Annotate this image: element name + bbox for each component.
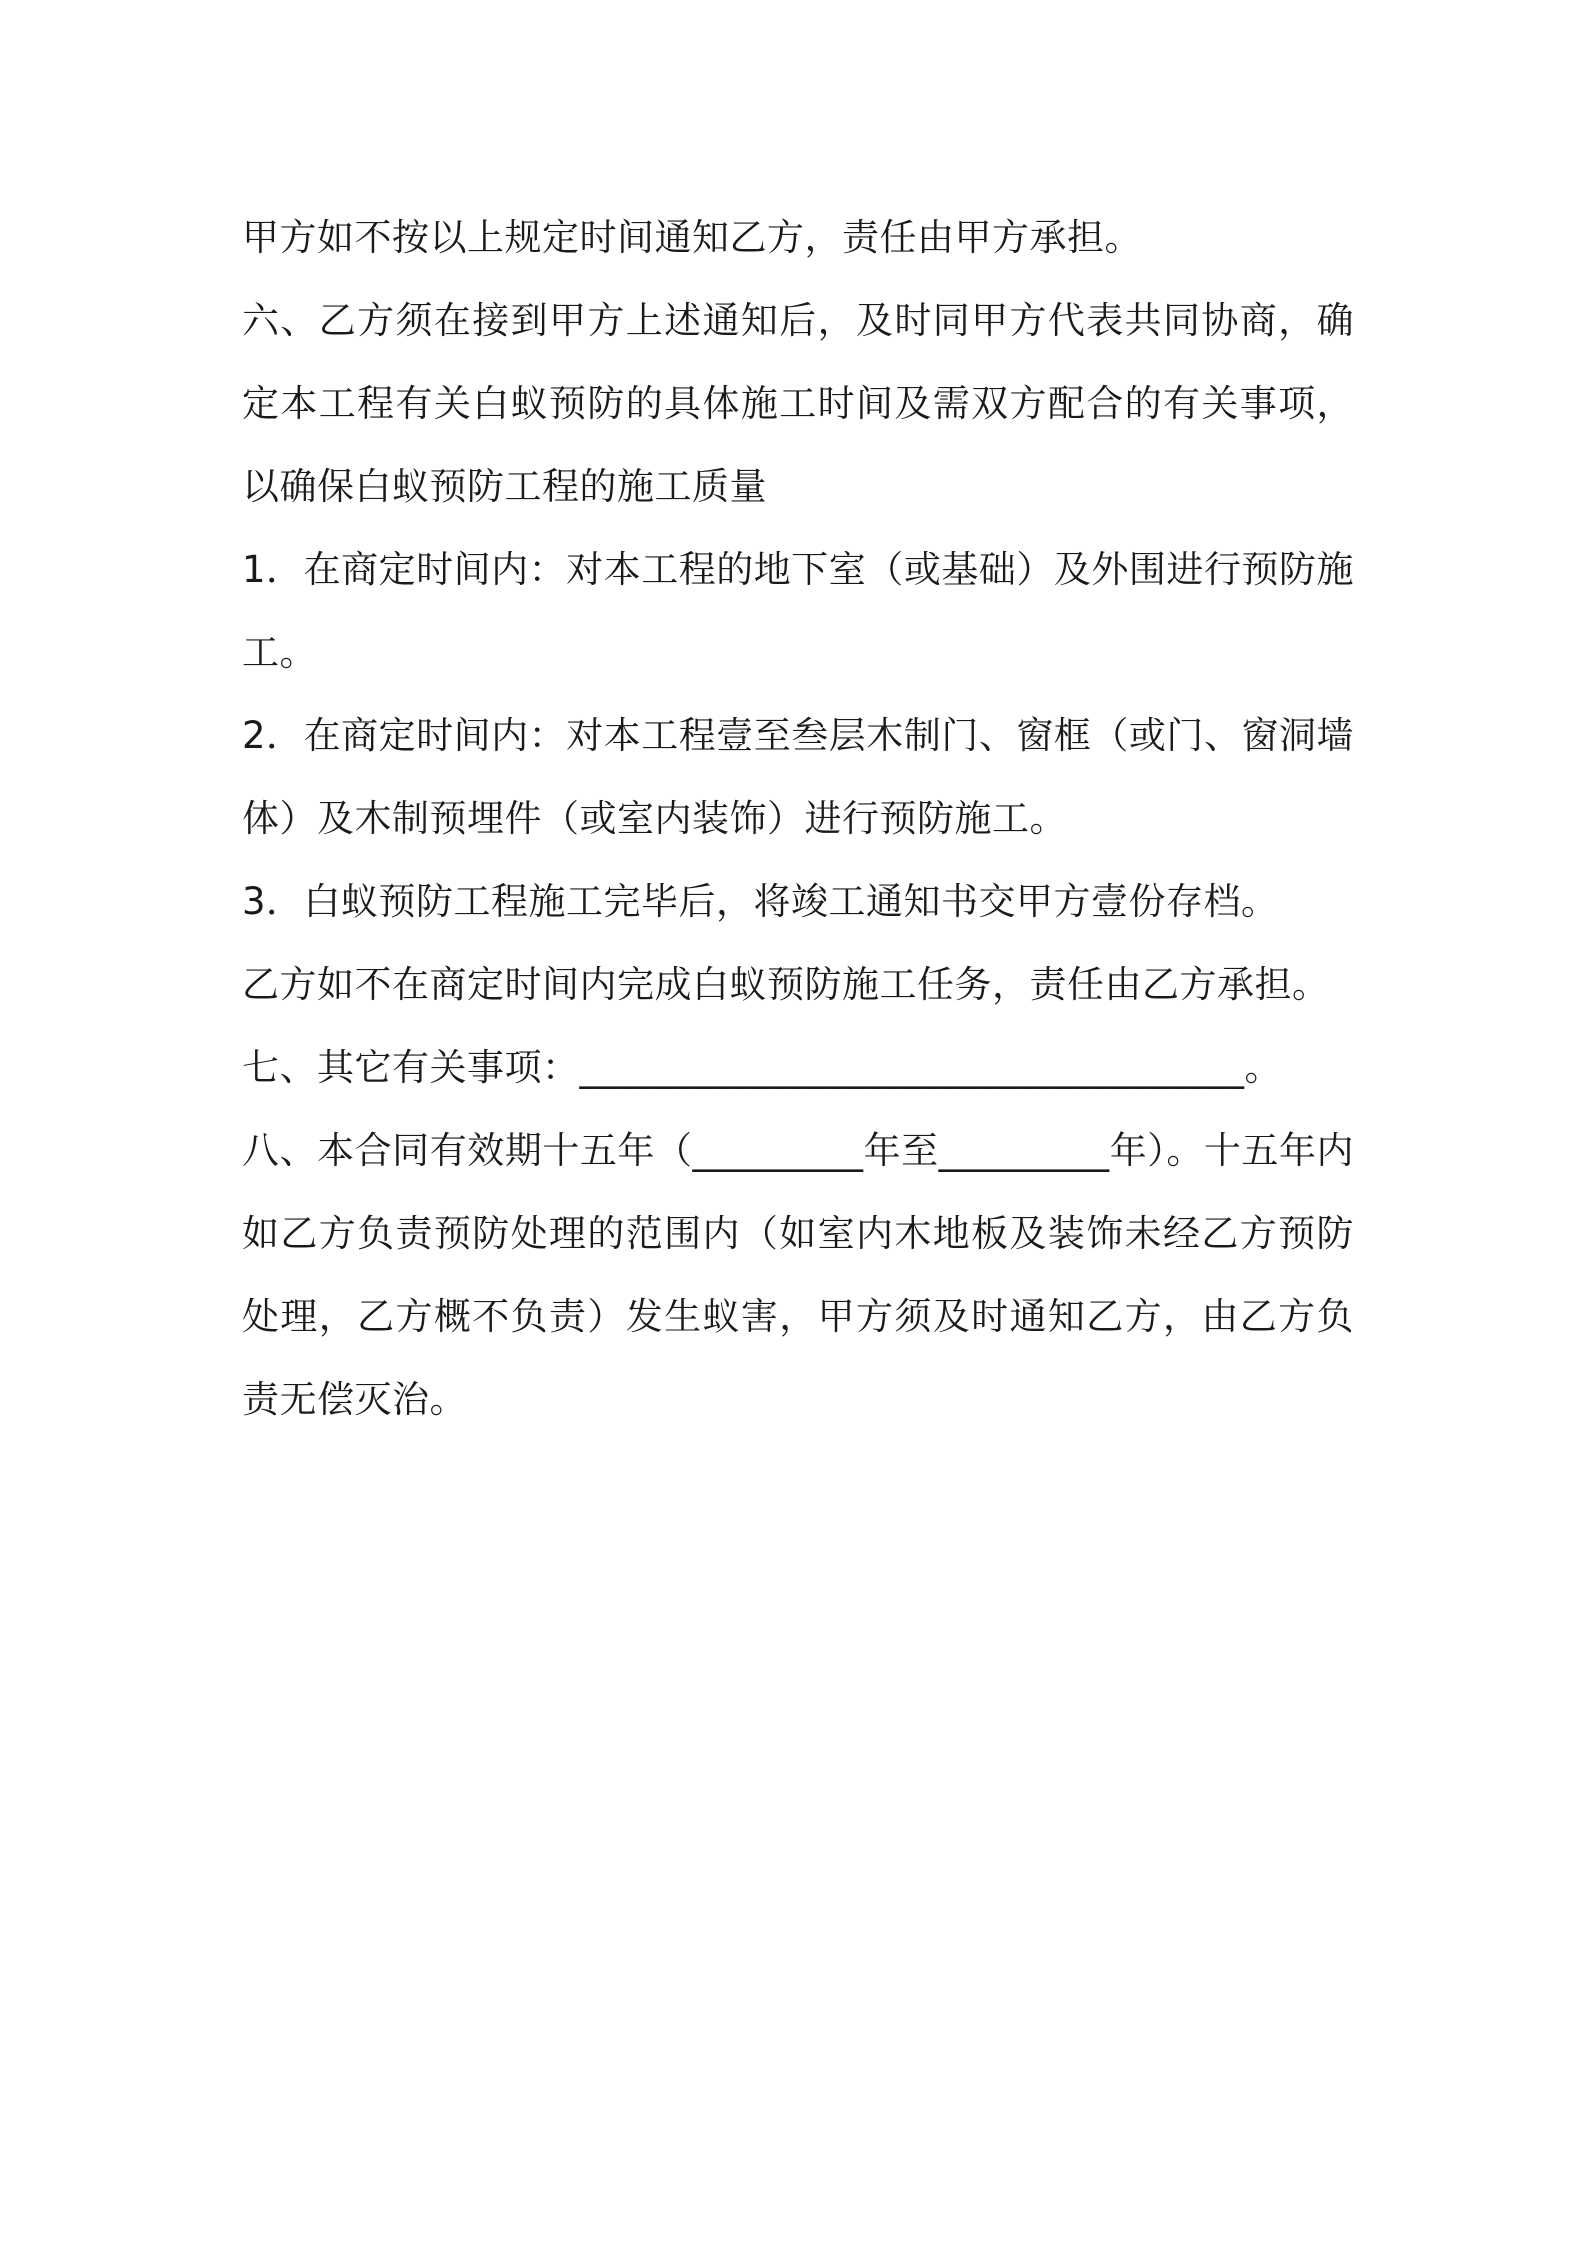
paragraph-yi-responsibility: 乙方如不在商定时间内完成白蚁预防施工任务，责任由乙方承担。 [242,963,1330,1006]
paragraph-clause-six: 六、乙方须在接到甲方上述通知后，及时同甲方代表共同协商，确定本工程有关白蚁预防的具体施工时间及需双方配合的有关事项，以确保白蚁预防工程的施工质量 [242,299,1354,508]
paragraph-clause-seven: 七、其它有关事项：___________________________________。 [242,1046,1282,1089]
paragraph-item-2: 2．在商定时间内：对本工程壹至叁层木制门、窗框（或门、窗洞墙体）及木制预埋件（或室内装饰）进行预防施工。 [242,714,1354,840]
paragraph-item-1: 1．在商定时间内：对本工程的地下室（或基础）及外围进行预防施工。 [242,548,1354,674]
paragraph-clause-eight: 八、本合同有效期十五年（_________年至_________年）。十五年内如乙方负责预防处理的范围内（如室内木地板及装饰未经乙方预防处理，乙方概不负责）发生蚁害，甲方须及时通知乙方，由乙方负责无偿灭治。 [242,1129,1354,1421]
paragraph-jia-notice-responsibility: 甲方如不按以上规定时间通知乙方，责任由甲方承担。 [242,216,1142,259]
document-body [242,196,1354,1441]
paragraph-item-3: 3．白蚁预防工程施工完毕后，将竣工通知书交甲方壹份存档。 [242,880,1279,923]
